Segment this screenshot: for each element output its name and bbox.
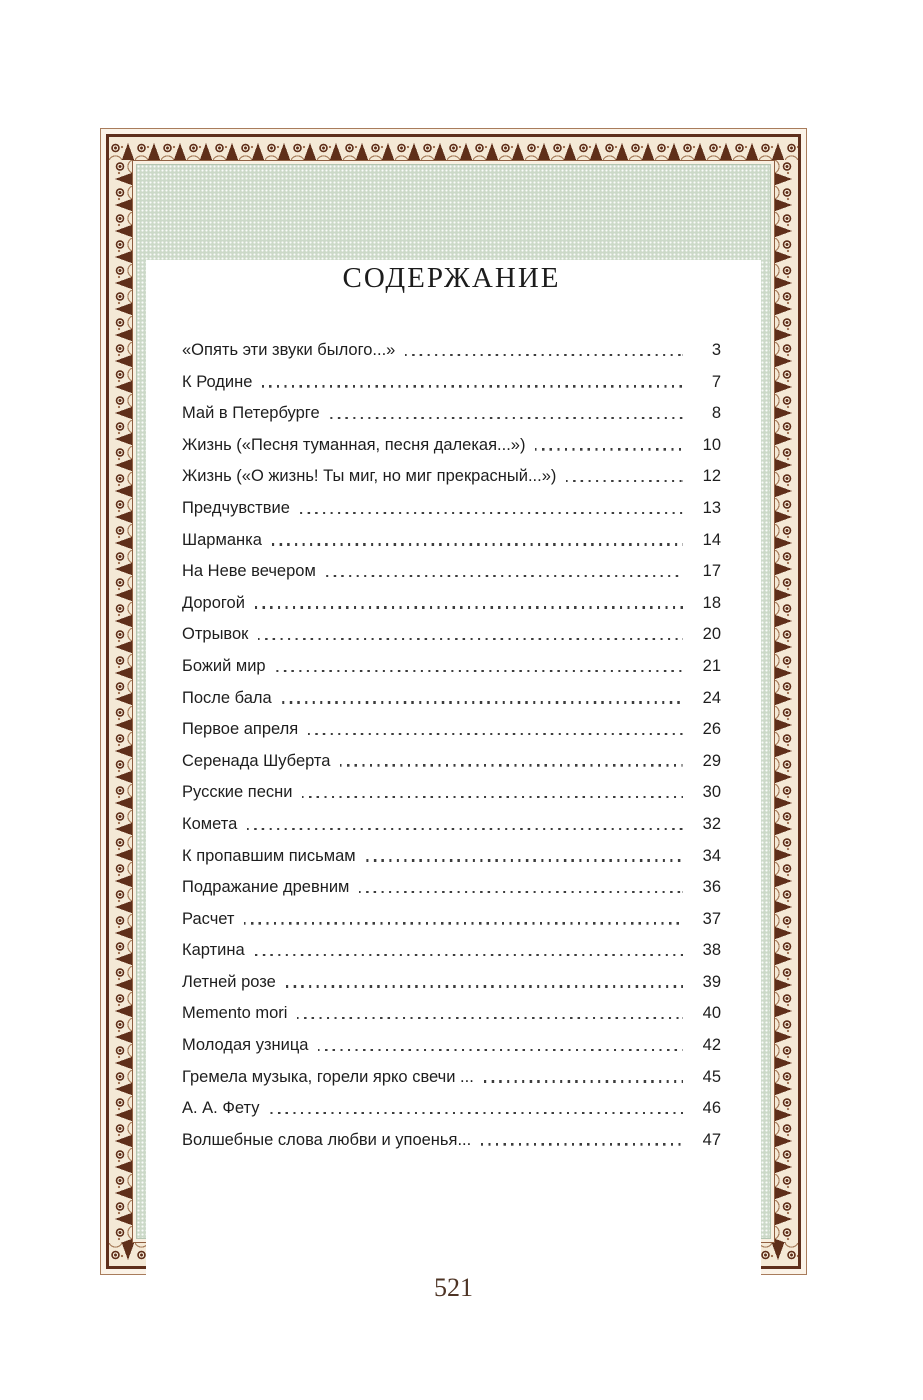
toc-dot-leader (282, 701, 683, 703)
toc-entry-page: 30 (702, 783, 721, 802)
toc-entry-page: 38 (702, 941, 721, 960)
toc-entry-page: 42 (702, 1036, 721, 1055)
ornament-border-top (109, 137, 798, 160)
toc-dot-leader (308, 733, 683, 735)
toc-dot-leader (318, 1049, 683, 1051)
toc-row (182, 435, 721, 455)
toc-dot-leader (326, 575, 683, 577)
ornament-border-left (109, 160, 132, 1243)
toc-dot-leader (566, 480, 683, 482)
toc-entry-page: 12 (702, 467, 721, 486)
toc-row (182, 877, 721, 897)
toc-dot-leader (272, 543, 683, 545)
toc-entry-label: Русские песни (182, 783, 293, 802)
toc-entry-page: 46 (702, 1099, 721, 1118)
toc-row (182, 688, 721, 708)
toc-row (182, 624, 721, 644)
toc-dot-leader (247, 828, 683, 830)
toc-row (182, 340, 721, 360)
toc-dot-leader (297, 1017, 683, 1019)
frame-inner-hairline (132, 160, 775, 1302)
toc-row (182, 656, 721, 676)
toc-dot-leader (359, 891, 683, 893)
toc-row (182, 593, 721, 613)
toc-entry-page: 13 (702, 498, 721, 517)
toc-list (182, 340, 721, 1150)
toc-entry-label: Предчувствие (182, 498, 290, 517)
toc-row (182, 782, 721, 802)
toc-entry-label: К Родине (182, 372, 253, 391)
ornament-border-right (775, 160, 798, 1243)
toc-entry-label: Memento mori (182, 1004, 288, 1023)
toc-entry-label: Картина (182, 941, 245, 960)
toc-entry-label: Май в Петербурге (182, 404, 320, 423)
page-number: 521 (434, 1273, 473, 1302)
toc-dot-leader (270, 1112, 683, 1114)
toc-dot-leader (244, 922, 683, 924)
toc-entry-page: 24 (702, 688, 721, 707)
toc-entry-label: Шарманка (182, 530, 262, 549)
toc-entry-label: Молодая узница (182, 1036, 309, 1055)
toc-entry-page: 21 (702, 656, 721, 675)
toc-dot-leader (302, 796, 683, 798)
toc-entry-page: 18 (702, 593, 721, 612)
toc-dot-leader (255, 606, 683, 608)
toc-entry-page: 34 (702, 846, 721, 865)
toc-entry-page: 8 (711, 404, 721, 423)
toc-entry-page: 36 (702, 878, 721, 897)
toc-dot-leader (535, 448, 683, 450)
toc-entry-label: Дорогой (182, 593, 245, 612)
toc-row (182, 530, 721, 550)
toc-row (182, 1003, 721, 1023)
toc-entry-label: «Опять эти звуки былого...» (182, 341, 396, 359)
toc-entry-page: 47 (702, 1130, 721, 1149)
toc-entry-label: Жизнь («Песня туманная, песня далекая...») (182, 435, 526, 454)
toc-entry-page: 3 (711, 341, 721, 359)
toc-entry-page: 20 (702, 625, 721, 644)
toc-row (182, 403, 721, 423)
toc-entry-label: Подражание древним (182, 878, 350, 897)
toc-entry-page: 14 (702, 530, 721, 549)
toc-entry-label: Комета (182, 814, 238, 833)
toc-entry-page: 26 (702, 720, 721, 739)
page-content (146, 260, 761, 1315)
toc-row (182, 909, 721, 929)
toc-dot-leader (481, 1143, 683, 1145)
toc-entry-label: Первое апреля (182, 720, 299, 739)
toc-row (182, 719, 721, 739)
toc-entry-page: 40 (702, 1004, 721, 1023)
toc-entry-label: Серенада Шуберта (182, 751, 331, 770)
toc-row (182, 846, 721, 866)
toc-row (182, 814, 721, 834)
frame-thick-border (106, 134, 801, 1302)
toc-entry-label: Расчет (182, 909, 235, 928)
toc-entry-label: Волшебные слова любви и упоенья... (182, 1130, 472, 1149)
toc-entry-page: 45 (702, 1067, 721, 1086)
toc-dot-leader (262, 385, 683, 387)
toc-entry-label: К пропавшим письмам (182, 846, 356, 865)
toc-entry-page: 39 (702, 972, 721, 991)
toc-dot-leader (276, 670, 683, 672)
toc-row (182, 372, 721, 392)
toc-row (182, 940, 721, 960)
toc-row (182, 561, 721, 581)
toc-dot-leader (340, 764, 683, 766)
toc-row (182, 1098, 721, 1118)
toc-dot-leader (286, 985, 683, 987)
toc-entry-page: 17 (702, 562, 721, 581)
toc-row (182, 972, 721, 992)
toc-dot-leader (258, 638, 683, 640)
toc-entry-label: Гремела музыка, горели ярко свечи ... (182, 1067, 474, 1086)
toc-dot-leader (405, 354, 683, 356)
toc-row (182, 1130, 721, 1150)
toc-dot-leader (484, 1080, 683, 1082)
toc-entry-page: 10 (702, 435, 721, 454)
toc-dot-leader (300, 512, 683, 514)
toc-row (182, 751, 721, 771)
toc-entry-page: 29 (702, 751, 721, 770)
toc-row (182, 466, 721, 486)
toc-entry-label: На Неве вечером (182, 562, 316, 581)
toc-entry-label: Жизнь («О жизнь! Ты миг, но миг прекрасный...») (182, 467, 557, 486)
toc-entry-label: А. А. Фету (182, 1099, 260, 1118)
page-title: СОДЕРЖАНИЕ (342, 262, 561, 294)
toc-row (182, 1067, 721, 1087)
toc-entry-label: Божий мир (182, 656, 266, 675)
toc-entry-label: После бала (182, 688, 272, 707)
toc-row (182, 1035, 721, 1055)
sage-dotted-band (136, 164, 771, 1302)
toc-entry-page: 7 (711, 372, 721, 391)
toc-dot-leader (330, 417, 683, 419)
toc-entry-page: 32 (702, 814, 721, 833)
toc-entry-label: Летней розе (182, 972, 276, 991)
toc-dot-leader (255, 954, 683, 956)
toc-dot-leader (366, 859, 683, 861)
toc-entry-page: 37 (702, 909, 721, 928)
toc-entry-label: Отрывок (182, 625, 249, 644)
decorative-frame (100, 128, 807, 1302)
toc-row (182, 498, 721, 518)
